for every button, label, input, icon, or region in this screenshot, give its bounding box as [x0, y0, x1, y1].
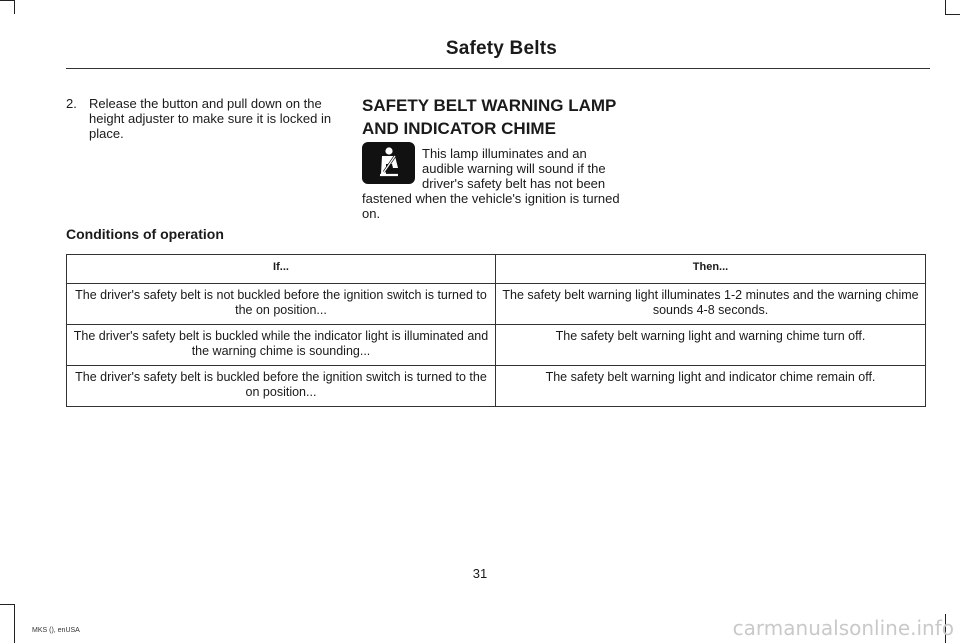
table-cell-then: The safety belt warning light and indicator chime remain off. [496, 366, 926, 407]
table-row [67, 325, 926, 366]
section-heading: SAFETY BELT WARNING LAMP AND INDICATOR CHIME [362, 96, 617, 138]
instruction-step [66, 96, 346, 141]
step-number: 2. [66, 96, 77, 111]
lamp-description-cont: fastened when the vehicle's ignition is turned on. [362, 191, 620, 221]
table-header-row [67, 255, 926, 284]
crop-mark [0, 0, 14, 1]
column-header-if: If... [67, 255, 496, 284]
page-title: Safety Belts [445, 38, 557, 59]
footer-code: MKS (), enUSA [32, 627, 80, 634]
crop-mark [0, 604, 14, 605]
table-cell-if: The driver's safety belt is not buckled before the ignition switch is turned to the on position... [67, 284, 496, 325]
conditions-table [66, 254, 926, 407]
watermark: carmanualsonline.info [732, 616, 954, 640]
page-number: 31 [472, 566, 488, 581]
crop-mark [945, 14, 960, 15]
crop-mark [14, 604, 15, 643]
table-cell-if: The driver's safety belt is buckled before the ignition switch is turned to the on position... [67, 366, 496, 407]
conditions-heading: Conditions of operation [66, 226, 224, 242]
lamp-description: This lamp illuminates and an audible warning will sound if the driver's safety belt has not been [422, 146, 606, 191]
step-text: Release the button and pull down on the height adjuster to make sure it is locked in place. [89, 96, 332, 141]
table-cell-then: The safety belt warning light illuminates 1-2 minutes and the warning chime sounds 4-8 seconds. [496, 284, 926, 325]
table-cell-then: The safety belt warning light and warning chime turn off. [496, 325, 926, 366]
header-divider [66, 68, 930, 69]
seatbelt-warning-icon [362, 142, 415, 184]
table-cell-if: The driver's safety belt is buckled while the indicator light is illuminated and the warning chime is sounding... [67, 325, 496, 366]
column-header-then: Then... [496, 255, 926, 284]
table-row [67, 366, 926, 407]
crop-mark [945, 0, 946, 14]
table-row [67, 284, 926, 325]
crop-mark [14, 0, 15, 14]
